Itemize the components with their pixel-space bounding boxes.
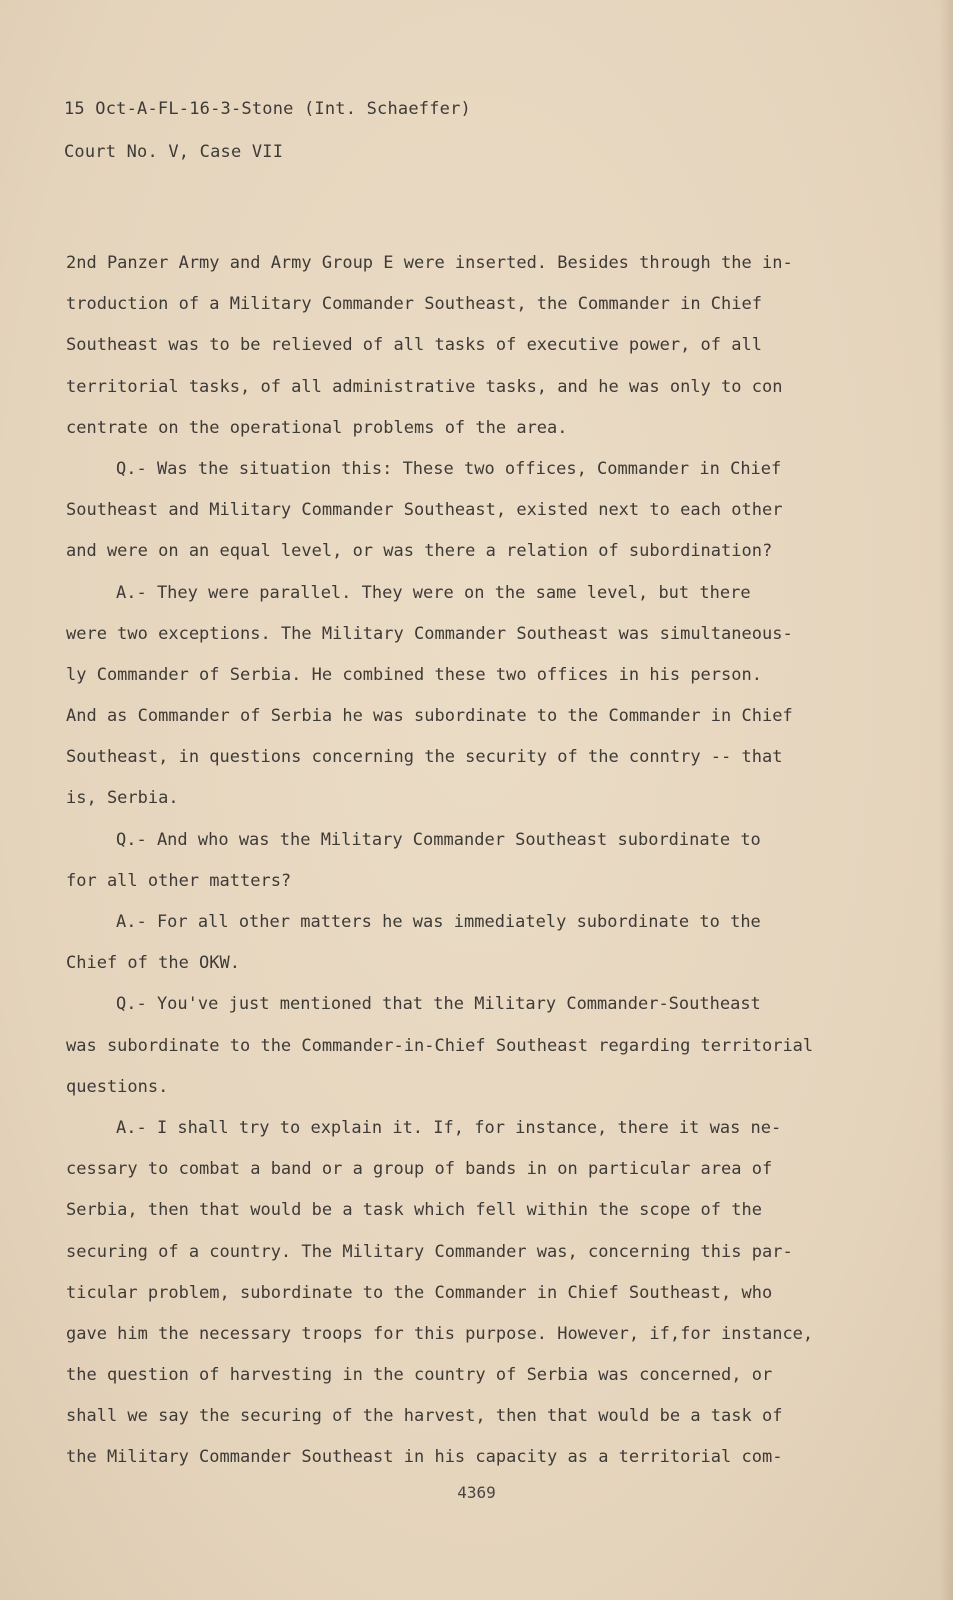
transcript-line: Serbia, then that would be a task which fell within the scope of the [66,1200,762,1221]
transcript-line: And as Commander of Serbia he was subordinate to the Commander in Chief [66,706,793,727]
transcript-line: gave him the necessary troops for this purpose. However, if,for instance, [66,1323,814,1344]
transcript-line: Southeast was to be relieved of all tasks of executive power, of all [66,335,762,356]
transcript-line: troduction of a Military Commander Southeast, the Commander in Chief [66,294,762,315]
transcript-line: Q.- Was the situation this: These two offices, Commander in Chief [116,458,782,479]
transcript-line: Southeast, in questions concerning the security of the conntry -- that [66,747,783,768]
transcript-line: securing of a country. The Military Commander was, concerning this par- [66,1241,793,1262]
paper-edge-shadow [939,0,953,1600]
transcript-line: and were on an equal level, or was there a relation of subordination? [66,541,773,562]
transcript-line: ticular problem, subordinate to the Commander in Chief Southeast, who [66,1282,773,1303]
page-number: 4369 [457,1483,496,1502]
transcript-line: for all other matters? [66,870,292,891]
transcript-line: Chief of the OKW. [66,953,240,974]
transcript-line: A.- For all other matters he was immediately subordinate to the [116,912,761,932]
transcript-line: questions. [66,1076,169,1097]
document-reference-line: 15 Oct-A-FL-16-3-Stone (Int. Schaeffer) [64,99,471,119]
transcript-line: ly Commander of Serbia. He combined these two offices in his person. [66,664,762,685]
transcript-body [66,243,826,1479]
transcript-line: A.- I shall try to explain it. If, for instance, there it was ne- [116,1117,782,1138]
transcript-line: centrate on the operational problems of the area. [66,417,568,438]
transcript-line: Q.- You've just mentioned that the Military Commander-Southeast [116,994,761,1015]
transcript-line: shall we say the securing of the harvest, then that would be a task of [66,1406,783,1427]
transcript-line: Southeast and Military Commander Southeast, existed next to each other [66,500,783,521]
transcript-line: 2nd Panzer Army and Army Group E were inserted. Besides through the in- [66,253,793,273]
transcript-line: Q.- And who was the Military Commander Southeast subordinate to [116,829,761,850]
transcript-line: A.- They were parallel. They were on the same level, but there [116,582,751,603]
court-case-line: Court No. V, Case VII [64,142,284,162]
transcript-line: were two exceptions. The Military Commander Southeast was simultaneous- [66,623,793,644]
transcript-line: cessary to combat a band or a group of bands in on particular area of [66,1159,773,1180]
transcript-line: was subordinate to the Commander-in-Chief Southeast regarding territorial [66,1035,814,1056]
transcript-line: territorial tasks, of all administrative tasks, and he was only to con [66,376,783,397]
transcript-line: is, Serbia. [66,788,179,809]
transcript-line: the Military Commander Southeast in his capacity as a territorial com- [66,1447,783,1468]
transcript-line: the question of harvesting in the country of Serbia was concerned, or [66,1365,773,1386]
